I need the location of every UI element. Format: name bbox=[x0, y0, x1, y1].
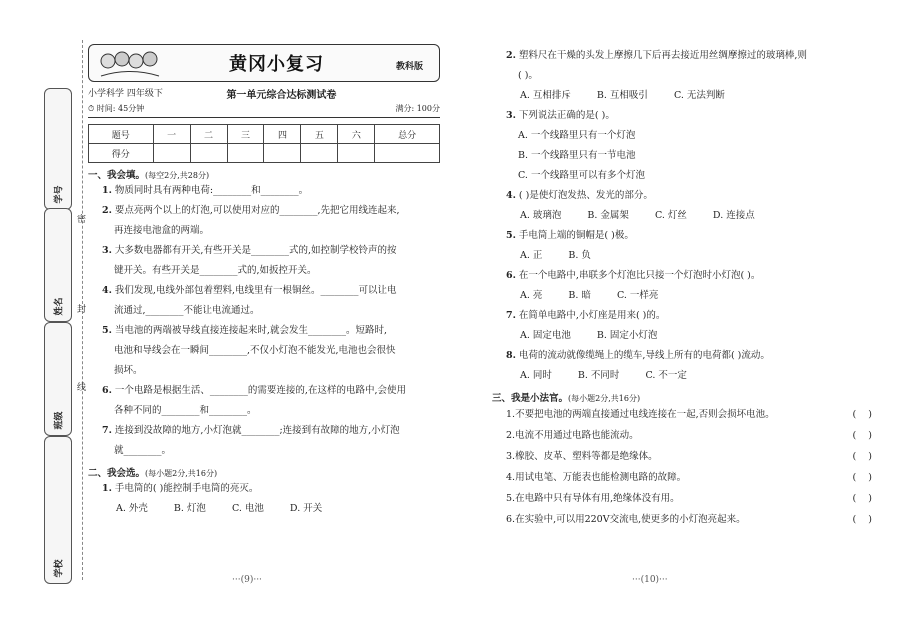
score-cell[interactable] bbox=[338, 144, 375, 163]
time-label: ⏱ 时间: 45分钟 bbox=[88, 104, 145, 113]
options-row bbox=[492, 286, 872, 306]
score-cell[interactable] bbox=[153, 144, 190, 163]
question-continuation: 各种不同的________和________。 bbox=[114, 405, 257, 416]
question-number: 6. bbox=[506, 514, 516, 525]
binding-strip bbox=[0, 40, 78, 580]
question-number: 4. bbox=[102, 285, 112, 296]
option[interactable]: A. 互相排斥 bbox=[520, 90, 571, 101]
option[interactable]: B. 暗 bbox=[568, 290, 591, 301]
judge-text-wrap bbox=[506, 446, 658, 467]
section3-heading: 三、我是小法官。(每小题2分,共16分) bbox=[492, 393, 641, 404]
judge-question bbox=[492, 446, 872, 467]
option[interactable]: B. 一个线路里只有一节电池 bbox=[518, 150, 636, 161]
score-header-cell: 五 bbox=[301, 125, 338, 144]
option[interactable]: D. 连接点 bbox=[712, 210, 755, 221]
question-text: 不要把电池的两端直接通过电线连接在一起,否则会损坏电池。 bbox=[515, 409, 775, 420]
answer-parentheses[interactable]: ( ) bbox=[852, 409, 872, 420]
fill-question bbox=[88, 381, 440, 401]
fill-question bbox=[88, 421, 440, 441]
answer-parentheses[interactable]: ( ) bbox=[852, 514, 872, 525]
option[interactable]: B. 金属架 bbox=[587, 210, 629, 221]
question-text: 要点亮两个以上的灯泡,可以使用对应的________,先把它用线连起来, bbox=[114, 205, 400, 216]
section3-list bbox=[492, 404, 872, 530]
judge-text-wrap bbox=[506, 488, 680, 509]
fill-question bbox=[88, 241, 440, 261]
answer-parentheses[interactable]: ( ) bbox=[852, 451, 872, 462]
class-box[interactable] bbox=[44, 322, 72, 436]
score-header-cell: 六 bbox=[338, 125, 375, 144]
seal-char-1: 密 bbox=[77, 215, 87, 225]
options-row bbox=[492, 366, 872, 386]
section2-list bbox=[492, 46, 872, 386]
answer-parentheses[interactable]: ( ) bbox=[852, 472, 872, 483]
option[interactable]: B. 互相吸引 bbox=[596, 90, 648, 101]
question-text: 电流不用通过电路也能流动。 bbox=[515, 430, 639, 441]
judge-question bbox=[492, 488, 872, 509]
edition-label: 教科版 bbox=[395, 62, 423, 72]
question-text: 用试电笔、万能表也能检测电路的故障。 bbox=[515, 472, 687, 483]
question-number: 6. bbox=[506, 270, 516, 281]
question-text: 在一个电路中,串联多个灯泡比只接一个灯泡时小灯泡( )。 bbox=[518, 270, 761, 281]
score-cell[interactable] bbox=[375, 144, 440, 163]
score-table bbox=[88, 124, 440, 163]
school-box[interactable] bbox=[44, 436, 72, 584]
question-text: 大多数电器都有开关,有些开关是________式的,如控制学校铃声的按 bbox=[114, 245, 397, 256]
option[interactable]: C. 无法判断 bbox=[673, 90, 725, 101]
options-row bbox=[492, 206, 872, 226]
left-page bbox=[88, 44, 440, 519]
judge-text-wrap bbox=[506, 467, 686, 488]
school-label: 学校 bbox=[54, 559, 65, 578]
question-number: 5. bbox=[102, 325, 112, 336]
option[interactable]: A. 固定电池 bbox=[520, 330, 571, 341]
question-text: 塑料尺在干燥的头发上摩擦几下后再去接近用丝绸摩擦过的玻璃棒,则 bbox=[518, 50, 807, 61]
option[interactable]: A. 亮 bbox=[520, 290, 543, 301]
option[interactable]: C. 一样亮 bbox=[616, 290, 659, 301]
seal-char-2: 封 bbox=[77, 305, 87, 315]
score-header-cell: 二 bbox=[190, 125, 227, 144]
question-continuation: 再连接电池盒的两端。 bbox=[114, 225, 210, 236]
question-continuation: 损坏。 bbox=[114, 365, 143, 376]
question-number: 4. bbox=[506, 472, 516, 483]
option[interactable]: A. 玻璃泡 bbox=[520, 210, 562, 221]
score-cell[interactable] bbox=[190, 144, 227, 163]
question-number: 3. bbox=[102, 245, 112, 256]
page-number-right: ···(10)··· bbox=[632, 575, 668, 585]
section1-heading: 一、我会填。(每空2分,共28分) bbox=[88, 170, 210, 181]
score-row-label: 得分 bbox=[89, 144, 154, 163]
question-number: 3. bbox=[506, 110, 516, 121]
student-id-label: 学号 bbox=[54, 185, 65, 204]
meta-row bbox=[88, 103, 440, 118]
judge-text-wrap bbox=[506, 404, 775, 425]
answer-parentheses[interactable]: ( ) bbox=[852, 493, 872, 504]
question-text: 连接到没故障的地方,小灯泡就________;连接到有故障的地方,小灯泡 bbox=[114, 425, 400, 436]
option[interactable]: C. 不一定 bbox=[645, 370, 687, 381]
option[interactable]: B. 灯泡 bbox=[173, 503, 206, 514]
option[interactable]: A. 一个线路里只有一个灯泡 bbox=[518, 130, 636, 141]
judge-question bbox=[492, 404, 872, 425]
brand-title: 黄冈小复习 bbox=[229, 54, 324, 75]
score-cell[interactable] bbox=[301, 144, 338, 163]
question-number: 2. bbox=[506, 50, 516, 61]
question-text: 一个电路是根据生活、________的需要连接的,在这样的电路中,会使用 bbox=[114, 385, 406, 396]
seal-char-3: 线 bbox=[77, 383, 87, 393]
option[interactable]: C. 电池 bbox=[231, 503, 264, 514]
score-header-cell: 四 bbox=[264, 125, 301, 144]
options-row bbox=[492, 246, 872, 266]
options-row bbox=[492, 326, 872, 346]
option[interactable]: A. 外壳 bbox=[116, 503, 148, 514]
question-text: 下列说法正确的是( )。 bbox=[518, 110, 615, 121]
question-text: 在实验中,可以用220V交流电,使更多的小灯泡亮起来。 bbox=[515, 514, 746, 525]
options-row bbox=[492, 86, 872, 106]
options-row bbox=[88, 499, 440, 519]
fill-question bbox=[88, 281, 440, 301]
question-number: 7. bbox=[102, 425, 112, 436]
question-number: 3. bbox=[506, 451, 516, 462]
question: 1. 手电筒的( )能控制手电筒的亮灭。 bbox=[102, 483, 259, 494]
option[interactable]: A. 正 bbox=[520, 250, 543, 261]
question-continuation: 就________。 bbox=[114, 445, 172, 456]
score-header-cell: 题号 bbox=[89, 125, 154, 144]
choice-question bbox=[492, 266, 872, 286]
score-table-header-row bbox=[89, 125, 440, 144]
question-number: 5. bbox=[506, 493, 516, 504]
student-id-box[interactable] bbox=[44, 88, 72, 210]
question-text: 电荷的流动就像缆绳上的缆车,导线上所有的电荷都( )流动。 bbox=[518, 350, 770, 361]
name-label: 姓名 bbox=[54, 297, 65, 316]
full-score-label: 满分: 100分 bbox=[395, 104, 440, 113]
question-number: 2. bbox=[506, 430, 516, 441]
judge-question bbox=[492, 467, 872, 488]
question-number: 2. bbox=[102, 205, 112, 216]
exam-title: 第一单元综合达标测试卷 bbox=[226, 90, 337, 101]
question-number: 1. bbox=[102, 185, 112, 196]
option[interactable]: B. 不同时 bbox=[577, 370, 620, 381]
section2-heading: 二、我会选。(每小题2分,共16分) bbox=[88, 468, 218, 479]
answer-parentheses[interactable]: ( ) bbox=[852, 430, 872, 441]
question-text: 在电路中只有导体有用,绝缘体没有用。 bbox=[515, 493, 680, 504]
class-label: 班级 bbox=[54, 411, 65, 430]
score-header-cell: 总分 bbox=[375, 125, 440, 144]
section1-list bbox=[88, 181, 440, 461]
option[interactable]: B. 负 bbox=[568, 250, 591, 261]
judge-question bbox=[492, 425, 872, 446]
score-cell[interactable] bbox=[264, 144, 301, 163]
question-number: 4. bbox=[506, 190, 516, 201]
score-table-score-row bbox=[89, 144, 440, 163]
option[interactable]: C. 一个线路里可以有多个灯泡 bbox=[518, 170, 645, 181]
option[interactable]: C. 灯丝 bbox=[654, 210, 687, 221]
question-text: 当电池的两端被导线直接连接起来时,就会发生________。短路时, bbox=[114, 325, 387, 336]
question-continuation: 流通过,________不能让电流通过。 bbox=[114, 305, 260, 316]
option[interactable]: A. 同时 bbox=[520, 370, 552, 381]
option[interactable]: B. 固定小灯泡 bbox=[596, 330, 658, 341]
header-banner bbox=[88, 44, 440, 82]
question-text: 我们发现,电线外部包着塑料,电线里有一根铜丝。________可以让电 bbox=[114, 285, 397, 296]
question-text: 物质同时具有两种电荷:________和________。 bbox=[114, 185, 309, 196]
judge-text-wrap bbox=[506, 425, 639, 446]
choice-question bbox=[492, 46, 872, 66]
choice-question bbox=[492, 186, 872, 206]
judge-text-wrap bbox=[506, 509, 746, 530]
score-cell[interactable] bbox=[227, 144, 264, 163]
question-number: 5. bbox=[506, 230, 516, 241]
choice-question bbox=[492, 306, 872, 326]
question-number: 6. bbox=[102, 385, 112, 396]
question-text: 手电筒上端的铜帽是( )极。 bbox=[518, 230, 634, 241]
fill-question bbox=[88, 181, 440, 201]
right-page bbox=[492, 46, 872, 530]
children-logo-icon bbox=[99, 49, 161, 77]
question-continuation: ( )。 bbox=[518, 70, 538, 81]
question-continuation: 电池和导线会在一瞬间________,不仅小灯泡不能发光,电池也会很快 bbox=[114, 345, 396, 356]
fill-question bbox=[88, 321, 440, 341]
question-text: ( )是使灯泡发热、发光的部分。 bbox=[518, 190, 653, 201]
question-text: 在简单电路中,小灯座是用来( )的。 bbox=[518, 310, 666, 321]
score-header-cell: 三 bbox=[227, 125, 264, 144]
page-number-left: ···(9)··· bbox=[232, 575, 262, 585]
option[interactable]: D. 开关 bbox=[289, 503, 323, 514]
question-continuation: 键开关。有些开关是________式的,如扳控开关。 bbox=[114, 265, 317, 276]
question-number: 7. bbox=[506, 310, 516, 321]
subject-row bbox=[88, 86, 440, 101]
choice-question bbox=[492, 226, 872, 246]
clock-icon: ⏱ bbox=[88, 104, 95, 113]
judge-question bbox=[492, 509, 872, 530]
name-box[interactable] bbox=[44, 208, 72, 322]
score-header-cell: 一 bbox=[153, 125, 190, 144]
question-number: 8. bbox=[506, 350, 516, 361]
question-text: 橡胶、皮革、塑料等都是绝缘体。 bbox=[515, 451, 658, 462]
question-number: 1. bbox=[506, 409, 516, 420]
fill-question bbox=[88, 201, 440, 221]
subject-grade: 小学科学 四年级下 bbox=[88, 89, 163, 99]
choice-question bbox=[492, 106, 872, 126]
choice-question bbox=[492, 346, 872, 366]
